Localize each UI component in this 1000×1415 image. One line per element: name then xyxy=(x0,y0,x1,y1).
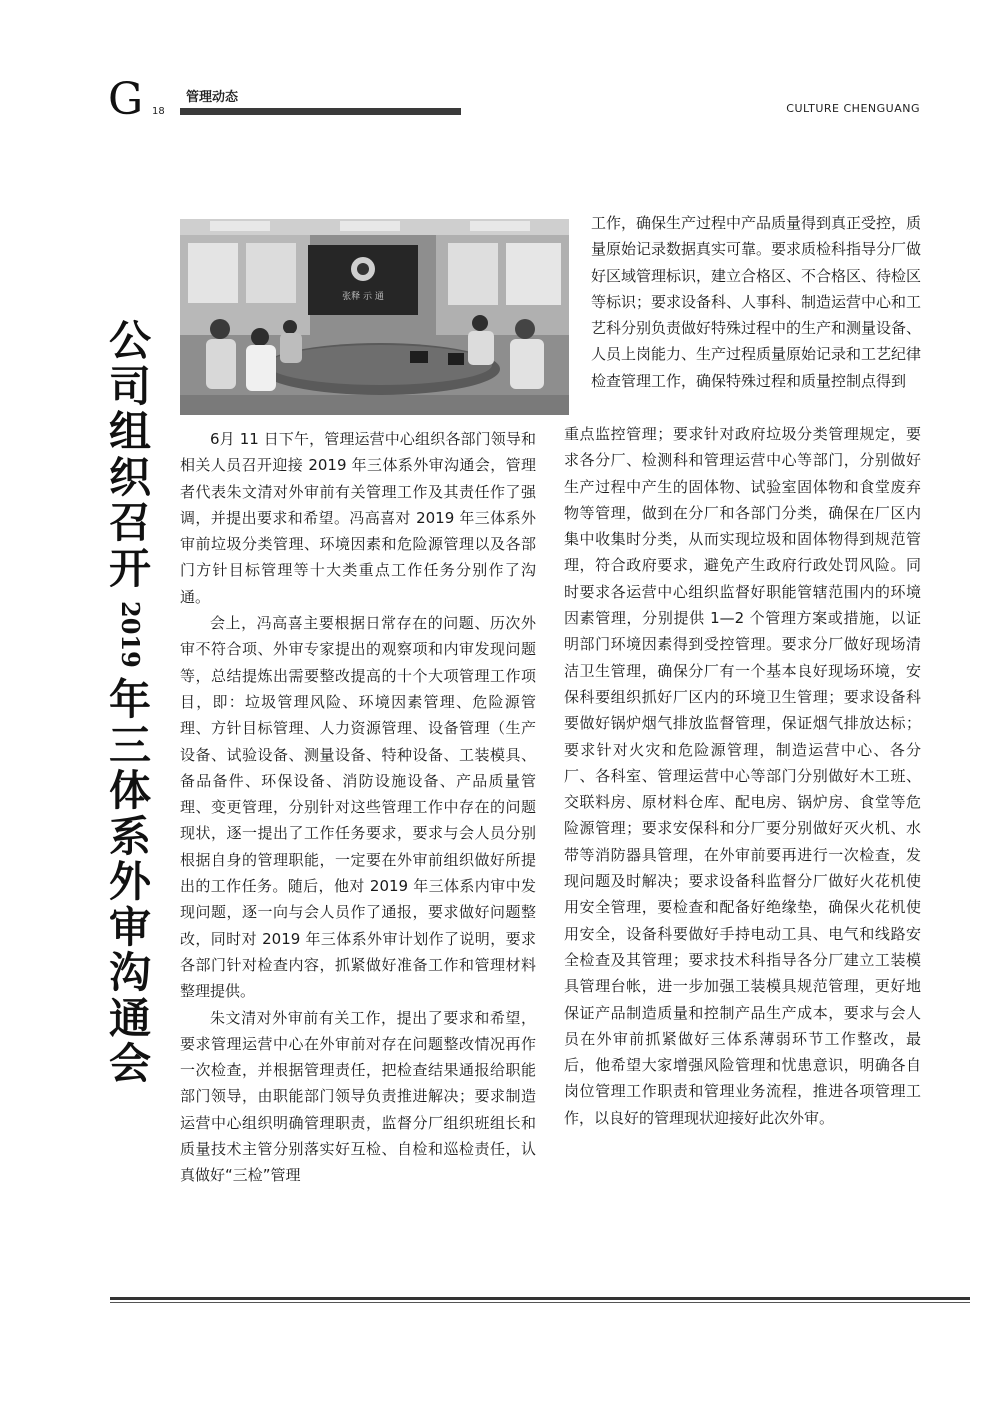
title-char: 沟 xyxy=(108,948,151,997)
article-paragraph: 朱文清对外审前有关工作，提出了要求和希望，要求管理运营中心在外审前对存在问题整改情况再作一次检查，并根据管理责任，把检查结果通报给职能部门领导，由职能部门领导负责推进解决；要求制造运营中心组织明确管理职责，监督分厂组织班组长和质量技术主管分别落实好互检、自检和巡检责任，认真做好“三检”管理 xyxy=(180,1008,536,1185)
article-paragraph: 工作，确保生产过程中产品质量得到真正受控，质量原始记录数据真实可靠。要求质检科指导分厂做好区域管理标识，建立合格区、不合格区、待检区等标识；要求设备科、人事科、制造运营中心和工艺科分别负责做好特殊过程中的生产和测量设备、人员上岗能力、生产过程质量原始记录和工艺纪律检查管理工作，确保特殊过程和质量控制点得到 xyxy=(591,214,922,390)
article-paragraph: 6月 11 日下午，管理运营中心组织各部门领导和相关人员召开迎接 2019 年三体系外审沟通会，管理者代表朱文清对外审前有关管理工作及其责任作了强调，并提出要求和希望。冯高喜对 2019 年三体系外审前垃圾分类管理、环境因素和危险源管理以及各部门方针目标管理等十大类重点工作任务分别作了沟通。 xyxy=(180,430,536,606)
article-column-right-top xyxy=(591,210,921,394)
title-year: 2019 xyxy=(116,600,145,668)
header-bar xyxy=(180,108,461,115)
meeting-photo-illustration xyxy=(180,219,569,415)
section-title: 管理动态 xyxy=(186,90,239,105)
article-column-left xyxy=(180,426,536,1189)
title-char: 三 xyxy=(108,720,151,770)
title-char: 系 xyxy=(108,811,151,861)
photo-sign-text: 张释 示 通 xyxy=(342,292,384,302)
title-char: 开 xyxy=(108,543,151,593)
title-char: 审 xyxy=(108,902,151,952)
title-char: 组 xyxy=(108,407,151,456)
title-char: 外 xyxy=(108,857,151,906)
title-char: 召 xyxy=(108,498,151,547)
title-char: 织 xyxy=(108,452,151,502)
title-char: 体 xyxy=(108,766,151,815)
title-char: 公 xyxy=(108,316,151,365)
magazine-brand: CULTURE CHENGUANG xyxy=(786,102,920,115)
article-paragraph: 会上，冯高喜主要根据日常存在的问题、历次外审不符合项、外审专家提出的观察项和内审发现问题等，总结提炼出需要整改提高的十个大项管理工作项目，即：垃圾管理风险、环境因素管理、危险源管理、方针目标管理、人力资源管理、设备管理（生产设备、试验设备、测量设备、特种设备、工装模具、备品备件、环保设备、消防设施设备、产品质量管理、变更管理，分别针对这些管理工作中存在的问题现状，逐一提出了工作任务要求，要求与会人员分别根据自身的管理职能，一定要在外审前组织做好所提出的工作任务。随后，他对 2019 年三体系内审中发现问题，逐一向与会人员作了通报，要求做好问题整改，同时对 2019 年三体系外审计划作了说明，要求各部门针对检查内容，抓紧做好准备工作和管理材料整理提供。 xyxy=(180,614,536,1001)
footer-rule xyxy=(110,1297,970,1300)
article-paragraph: 重点监控管理；要求针对政府垃圾分类管理规定，要求各分厂、检测科和管理运营中心等部门，分别做好生产过程中产生的固体物、试验室固体物和食堂废弃物等管理，做到在分厂和各部门分类，确保在厂区内集中收集时分类，从而实现垃圾和固体物得到规范管理，符合政府要求，避免产生政府行政处罚风险。同时要求各运营中心组织监督好职能管辖范围内的环境因素管理，分别提供 1—2 个管理方案或措施，以证明部门环境因素得到受控管理。要求分厂做好现场清洁卫生管理，确保分厂有一个基本良好现场环境，安保科要组织抓好厂区内的环境卫生管理；要求设备科要做好锅炉烟气排放监督管理，保证烟气排放达标；要求针对火灾和危险源管理，制造运营中心、各分厂、各科室、管理运营中心等部门分别做好木工班、交联料房、原材料仓库、配电房、锅炉房、食堂等危险源管理；要求安保科和分厂要分别做好灭火机、水带等消防器具管理，在外审前要再进行一次检查，发现问题及时解决；要求设备科监督分厂做好火花机使用安全管理，要检查和配备好绝缘垫，确保火花机使用安全，设备科要做好手持电动工具、电气和线路安全检查及其管理；要求技术科指导各分厂建立工装模具管理台帐，进一步加强工装模具规范管理，更好地保证产品制造质量和控制产品生产成本，要求与会人员在外审前抓紧做好三体系薄弱环节工作整改，最后，他希望大家增强风险管理和忧患意识，明确各自岗位管理工作职责和管理业务流程，推进各项管理工作，以良好的管理现状迎接好此次外审。 xyxy=(564,425,921,1127)
meeting-photo xyxy=(180,219,569,415)
section-letter: G xyxy=(108,74,144,125)
article-title xyxy=(100,318,160,1087)
footer-rule-thin xyxy=(110,1302,970,1303)
page-number: 18 xyxy=(152,106,165,117)
title-char: 会 xyxy=(108,1039,151,1088)
title-char: 通 xyxy=(108,993,151,1043)
article-column-right xyxy=(564,421,921,1131)
title-char: 司 xyxy=(108,361,151,411)
title-char: 年 xyxy=(108,675,151,724)
